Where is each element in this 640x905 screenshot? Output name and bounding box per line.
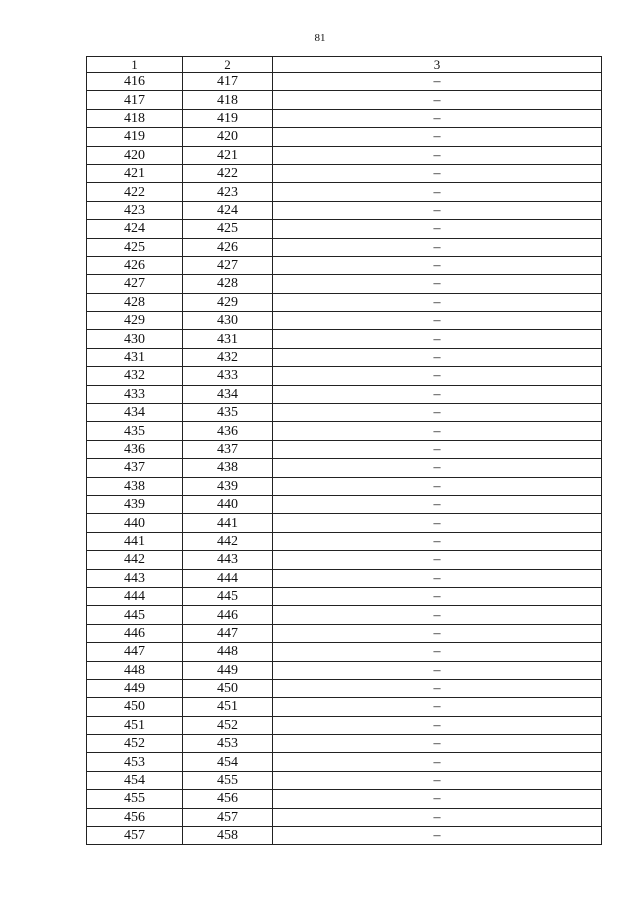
table-cell-col-3: – bbox=[273, 532, 602, 550]
table-cell-col-1: 456 bbox=[87, 808, 183, 826]
table-row bbox=[87, 606, 602, 624]
table-cell-col-1: 455 bbox=[87, 790, 183, 808]
table-cell-col-3: – bbox=[273, 256, 602, 274]
table-cell-col-3: – bbox=[273, 183, 602, 201]
table-cell-col-2: 424 bbox=[183, 201, 273, 219]
table-cell-col-2: 451 bbox=[183, 698, 273, 716]
table-row bbox=[87, 440, 602, 458]
table-cell-col-2: 456 bbox=[183, 790, 273, 808]
table-cell-col-3: – bbox=[273, 716, 602, 734]
table-cell-col-1: 450 bbox=[87, 698, 183, 716]
table-cell-col-1: 432 bbox=[87, 367, 183, 385]
table-cell-col-3: – bbox=[273, 73, 602, 91]
table-cell-col-1: 438 bbox=[87, 477, 183, 495]
table-row bbox=[87, 146, 602, 164]
table-cell-col-1: 448 bbox=[87, 661, 183, 679]
table-row bbox=[87, 293, 602, 311]
table-cell-col-2: 438 bbox=[183, 459, 273, 477]
table-cell-col-3: – bbox=[273, 698, 602, 716]
table-cell-col-2: 443 bbox=[183, 551, 273, 569]
table-cell-col-3: – bbox=[273, 514, 602, 532]
table-cell-col-1: 442 bbox=[87, 551, 183, 569]
table-cell-col-1: 444 bbox=[87, 587, 183, 605]
table-cell-col-1: 440 bbox=[87, 514, 183, 532]
table-row bbox=[87, 404, 602, 422]
table-row bbox=[87, 587, 602, 605]
table-cell-col-2: 444 bbox=[183, 569, 273, 587]
table-cell-col-3: – bbox=[273, 348, 602, 366]
table-cell-col-2: 418 bbox=[183, 91, 273, 109]
table-cell-col-3: – bbox=[273, 551, 602, 569]
table-cell-col-3: – bbox=[273, 238, 602, 256]
table-row bbox=[87, 109, 602, 127]
table-cell-col-3: – bbox=[273, 422, 602, 440]
table-row bbox=[87, 643, 602, 661]
page-number: 81 bbox=[314, 32, 326, 44]
table-row bbox=[87, 183, 602, 201]
table-cell-col-2: 447 bbox=[183, 624, 273, 642]
table-cell-col-1: 446 bbox=[87, 624, 183, 642]
table-cell-col-1: 429 bbox=[87, 312, 183, 330]
table-row bbox=[87, 624, 602, 642]
table-cell-col-1: 441 bbox=[87, 532, 183, 550]
table-cell-col-1: 452 bbox=[87, 735, 183, 753]
table-cell-col-3: – bbox=[273, 404, 602, 422]
table-cell-col-3: – bbox=[273, 91, 602, 109]
table-cell-col-3: – bbox=[273, 790, 602, 808]
table-cell-col-1: 445 bbox=[87, 606, 183, 624]
table-row bbox=[87, 735, 602, 753]
table-row bbox=[87, 128, 602, 146]
table-row bbox=[87, 679, 602, 697]
table-row bbox=[87, 495, 602, 513]
table-cell-col-2: 439 bbox=[183, 477, 273, 495]
table-cell-col-2: 434 bbox=[183, 385, 273, 403]
table-cell-col-1: 436 bbox=[87, 440, 183, 458]
table-header-row bbox=[87, 57, 602, 73]
table-cell-col-1: 423 bbox=[87, 201, 183, 219]
table-cell-col-1: 439 bbox=[87, 495, 183, 513]
table-cell-col-1: 422 bbox=[87, 183, 183, 201]
table-cell-col-2: 442 bbox=[183, 532, 273, 550]
table-cell-col-3: – bbox=[273, 385, 602, 403]
table-cell-col-1: 433 bbox=[87, 385, 183, 403]
table-row bbox=[87, 367, 602, 385]
table-cell-col-1: 437 bbox=[87, 459, 183, 477]
table-cell-col-1: 426 bbox=[87, 256, 183, 274]
table-row bbox=[87, 164, 602, 182]
table-row bbox=[87, 569, 602, 587]
table-cell-col-2: 437 bbox=[183, 440, 273, 458]
table-row bbox=[87, 73, 602, 91]
table-cell-col-2: 436 bbox=[183, 422, 273, 440]
table-cell-col-2: 420 bbox=[183, 128, 273, 146]
table-cell-col-1: 427 bbox=[87, 275, 183, 293]
table-row bbox=[87, 661, 602, 679]
table-row bbox=[87, 459, 602, 477]
table-cell-col-1: 416 bbox=[87, 73, 183, 91]
table-cell-col-1: 424 bbox=[87, 220, 183, 238]
table-cell-col-2: 432 bbox=[183, 348, 273, 366]
table-cell-col-1: 431 bbox=[87, 348, 183, 366]
table-cell-col-3: – bbox=[273, 275, 602, 293]
table-cell-col-2: 446 bbox=[183, 606, 273, 624]
table-cell-col-2: 427 bbox=[183, 256, 273, 274]
table-cell-col-3: – bbox=[273, 753, 602, 771]
table-cell-col-2: 422 bbox=[183, 164, 273, 182]
table-cell-col-3: – bbox=[273, 312, 602, 330]
table-row bbox=[87, 330, 602, 348]
table-cell-col-1: 419 bbox=[87, 128, 183, 146]
table-row bbox=[87, 551, 602, 569]
table-row bbox=[87, 275, 602, 293]
table-cell-col-3: – bbox=[273, 495, 602, 513]
table-cell-col-1: 457 bbox=[87, 827, 183, 845]
table-cell-col-3: – bbox=[273, 293, 602, 311]
table-cell-col-3: – bbox=[273, 109, 602, 127]
table-row bbox=[87, 716, 602, 734]
table-row bbox=[87, 385, 602, 403]
table-cell-col-2: 421 bbox=[183, 146, 273, 164]
table-cell-col-2: 425 bbox=[183, 220, 273, 238]
table-row bbox=[87, 771, 602, 789]
table-cell-col-2: 440 bbox=[183, 495, 273, 513]
table-cell-col-3: – bbox=[273, 771, 602, 789]
table-cell-col-1: 451 bbox=[87, 716, 183, 734]
table-cell-col-1: 447 bbox=[87, 643, 183, 661]
column-header-2: 2 bbox=[183, 57, 273, 73]
table-cell-col-2: 455 bbox=[183, 771, 273, 789]
table-cell-col-1: 417 bbox=[87, 91, 183, 109]
table-cell-col-3: – bbox=[273, 661, 602, 679]
table-cell-col-3: – bbox=[273, 146, 602, 164]
table-cell-col-3: – bbox=[273, 643, 602, 661]
table-cell-col-1: 425 bbox=[87, 238, 183, 256]
table-cell-col-2: 450 bbox=[183, 679, 273, 697]
table-row bbox=[87, 753, 602, 771]
table-cell-col-2: 431 bbox=[183, 330, 273, 348]
table-cell-col-3: – bbox=[273, 164, 602, 182]
table-row bbox=[87, 532, 602, 550]
column-header-3: 3 bbox=[273, 57, 602, 73]
table-cell-col-3: – bbox=[273, 569, 602, 587]
table-cell-col-2: 441 bbox=[183, 514, 273, 532]
table-row bbox=[87, 790, 602, 808]
table-row bbox=[87, 220, 602, 238]
table-cell-col-2: 417 bbox=[183, 73, 273, 91]
table-row bbox=[87, 514, 602, 532]
table-cell-col-3: – bbox=[273, 367, 602, 385]
table-cell-col-2: 445 bbox=[183, 587, 273, 605]
table-cell-col-2: 428 bbox=[183, 275, 273, 293]
table-cell-col-2: 453 bbox=[183, 735, 273, 753]
table-cell-col-3: – bbox=[273, 201, 602, 219]
table-cell-col-3: – bbox=[273, 735, 602, 753]
table-cell-col-1: 421 bbox=[87, 164, 183, 182]
table-cell-col-3: – bbox=[273, 606, 602, 624]
table-row bbox=[87, 201, 602, 219]
table-cell-col-2: 430 bbox=[183, 312, 273, 330]
table-cell-col-1: 435 bbox=[87, 422, 183, 440]
table-cell-col-2: 449 bbox=[183, 661, 273, 679]
table-cell-col-3: – bbox=[273, 827, 602, 845]
table-cell-col-3: – bbox=[273, 330, 602, 348]
table-row bbox=[87, 238, 602, 256]
table-cell-col-3: – bbox=[273, 128, 602, 146]
table-cell-col-2: 429 bbox=[183, 293, 273, 311]
table-cell-col-2: 435 bbox=[183, 404, 273, 422]
table-cell-col-3: – bbox=[273, 679, 602, 697]
table-cell-col-3: – bbox=[273, 220, 602, 238]
table-cell-col-3: – bbox=[273, 440, 602, 458]
table-cell-col-3: – bbox=[273, 624, 602, 642]
table-cell-col-2: 448 bbox=[183, 643, 273, 661]
table-cell-col-3: – bbox=[273, 808, 602, 826]
table-row bbox=[87, 348, 602, 366]
table-cell-col-1: 443 bbox=[87, 569, 183, 587]
table-cell-col-2: 458 bbox=[183, 827, 273, 845]
table-cell-col-3: – bbox=[273, 477, 602, 495]
table-cell-col-3: – bbox=[273, 459, 602, 477]
table-cell-col-2: 452 bbox=[183, 716, 273, 734]
table-row bbox=[87, 698, 602, 716]
table-cell-col-1: 418 bbox=[87, 109, 183, 127]
table-row bbox=[87, 808, 602, 826]
table-cell-col-1: 453 bbox=[87, 753, 183, 771]
table-cell-col-1: 420 bbox=[87, 146, 183, 164]
table-cell-col-2: 457 bbox=[183, 808, 273, 826]
table-cell-col-2: 419 bbox=[183, 109, 273, 127]
table-cell-col-1: 449 bbox=[87, 679, 183, 697]
table-cell-col-2: 454 bbox=[183, 753, 273, 771]
table-cell-col-2: 426 bbox=[183, 238, 273, 256]
table-cell-col-1: 454 bbox=[87, 771, 183, 789]
table-row bbox=[87, 312, 602, 330]
table-cell-col-1: 430 bbox=[87, 330, 183, 348]
column-header-1: 1 bbox=[87, 57, 183, 73]
table-body bbox=[87, 73, 602, 845]
table-cell-col-1: 434 bbox=[87, 404, 183, 422]
table-cell-col-1: 428 bbox=[87, 293, 183, 311]
data-table bbox=[86, 56, 602, 845]
table-row bbox=[87, 477, 602, 495]
table-row bbox=[87, 256, 602, 274]
table-cell-col-2: 433 bbox=[183, 367, 273, 385]
table-row bbox=[87, 422, 602, 440]
table-cell-col-2: 423 bbox=[183, 183, 273, 201]
table-cell-col-3: – bbox=[273, 587, 602, 605]
table-row bbox=[87, 91, 602, 109]
table-row bbox=[87, 827, 602, 845]
